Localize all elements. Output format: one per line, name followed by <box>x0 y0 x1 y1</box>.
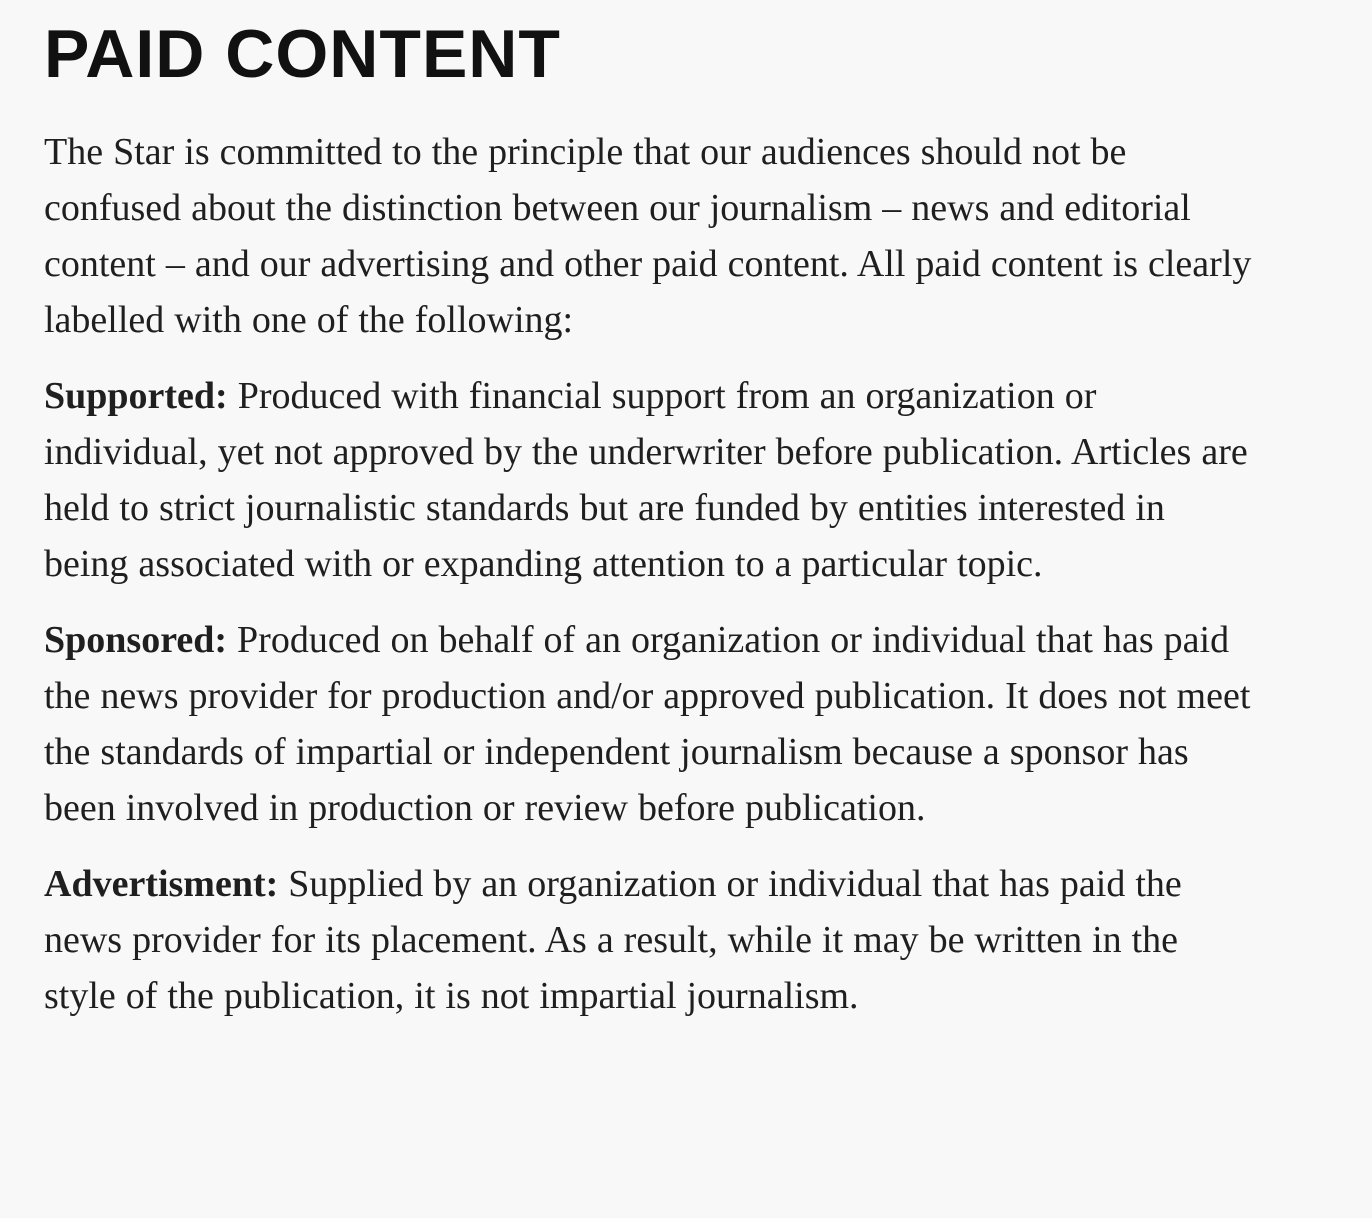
page-title: PAID CONTENT <box>44 16 561 92</box>
definition-term: Advertisment: <box>44 862 279 905</box>
definition-text: Produced on behalf of an organization or individual that has paid the news provider for production and/or approved publication. It does not meet the standards of impartial or independent journalism because a sponsor has been involved in production or review before publication. <box>44 618 1251 829</box>
definition-supported <box>44 368 1252 592</box>
definition-term: Supported: <box>44 374 228 417</box>
definition-text: Supplied by an organization or individual that has paid the news provider for its placement. As a result, while it may be written in the style of the publication, it is not impartial journalism. <box>44 862 1182 1017</box>
definition-term: Sponsored: <box>44 618 228 661</box>
definition-sponsored <box>44 612 1252 836</box>
definition-text: Produced with financial support from an organization or individual, yet not approved by the underwriter before publication. Articles are held to strict journalistic standards but are funded by entities interested in being associated with or expanding attention to a particular topic. <box>44 374 1248 585</box>
definition-advertisment <box>44 856 1252 1024</box>
intro-paragraph: The Star is committed to the principle that our audiences should not be confused about the distinction between our journalism – news and editorial content – and our advertising and other paid content. All paid content is clearly labelled with one of the following: <box>44 130 1252 341</box>
